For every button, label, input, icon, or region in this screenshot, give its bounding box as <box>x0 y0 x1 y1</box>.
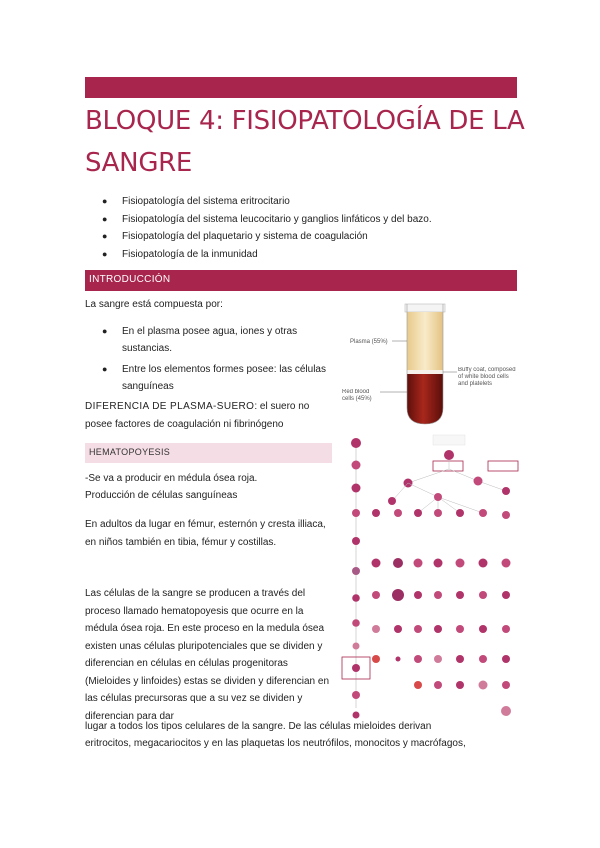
granulocyte <box>414 655 422 663</box>
precursor-cell <box>479 509 487 517</box>
plasma-layer <box>407 312 443 370</box>
granulocyte <box>434 655 442 663</box>
precursor-cell <box>479 591 487 599</box>
composition-item: ● En el plasma posee agua, iones y otras sustancias. <box>85 323 335 357</box>
hema-line-2: Producción de células sanguíneas <box>85 490 238 501</box>
mature-cell <box>502 681 510 689</box>
precursor-cell <box>479 625 487 633</box>
lymph-cell <box>352 567 360 575</box>
section-header-hematopoyesis <box>85 443 332 463</box>
myeloid-stem-cell <box>444 450 454 460</box>
lymphoblast <box>352 484 361 493</box>
lymph-cell <box>352 537 360 545</box>
precursor-cell <box>372 559 381 568</box>
page-title: BLOQUE 4: FISIOPATOLOGÍA DE LA SANGRE <box>85 106 525 178</box>
bullet-icon: ● <box>102 213 108 224</box>
rbc-label-box <box>342 389 382 409</box>
section-heading: INTRODUCCIÓN <box>89 274 171 285</box>
bullet-icon: ● <box>102 196 108 206</box>
precursor-cell <box>502 559 511 568</box>
topic-item: ● Fisiopatología de la inmunidad <box>85 246 525 264</box>
hema-process: Las células de la sangre se producen a través del proceso llamado hematopoyesis que ocurre en la médula ósea roja. En este proceso en la medula ósea existen unas células pluripotenciales que se dividen y diferencian en células en células progenitoras (Mieloides y linfoides) estas se dividen y diferencian en las células precursoras que a su vez se dividen y diferencian para dar <box>85 588 330 722</box>
precursor-cell <box>394 625 402 633</box>
mature-cell <box>434 681 442 689</box>
section-heading: HEMATOPOYESIS <box>89 447 171 457</box>
precursor-cell <box>479 559 488 568</box>
hema-continuation-2: eritrocitos, megacariocitos y en las plaquetas los neutrófilos, monocitos y macrófagos, <box>85 738 466 749</box>
buffy-coat-layer <box>407 370 443 374</box>
megakaryoblast <box>393 558 403 568</box>
progenitor-cell <box>474 477 483 486</box>
composition-item: ● Entre los elementos formes posee: las células sanguíneas <box>85 361 335 395</box>
hema-adults: En adultos da lugar en fémur, esternón y cresta illiaca, en niños también en tibia, fémur y costillas. <box>85 519 326 548</box>
precursor-cell <box>394 509 402 517</box>
lymph-cell <box>352 619 360 627</box>
monocyte <box>479 655 487 663</box>
lymph-cell <box>352 509 360 517</box>
title-top-bar <box>85 77 517 98</box>
megakaryocyte <box>392 589 404 601</box>
precursor-cell <box>434 509 442 517</box>
precursor-cell <box>414 625 422 633</box>
precursor-cell <box>456 509 464 517</box>
bullet-icon: ● <box>102 326 108 336</box>
progenitor-cell <box>388 497 396 505</box>
precursor-cell <box>372 591 380 599</box>
lymph-cell <box>352 594 360 602</box>
erythrocyte <box>372 655 380 663</box>
plasma-serum-difference: DIFERENCIA DE PLASMA-SUERO: el suero no posee factores de coagulación ni fibrinógeno <box>85 401 310 430</box>
topic-list <box>85 193 525 263</box>
topic-item: ● Fisiopatología del plaquetario y sistema de coagulación <box>85 228 525 246</box>
reticulocyte <box>372 625 380 633</box>
progenitor-cell <box>434 493 442 501</box>
macrophage <box>479 681 488 690</box>
mature-cell <box>456 681 464 689</box>
intro-lead: La sangre está compuesta por: <box>85 299 223 310</box>
rbc-label: Red blood cells (45%) <box>342 389 372 402</box>
buffy-label-box <box>458 367 520 407</box>
plasma-label: Plasma (55%) <box>350 339 388 345</box>
lymphocyte <box>352 664 360 672</box>
precursor-cell <box>456 625 464 633</box>
lymphoid-progenitor <box>352 461 361 470</box>
granulocyte <box>456 655 464 663</box>
mature-cell <box>414 681 422 689</box>
precursor-cell <box>502 625 510 633</box>
precursor-cell <box>414 509 422 517</box>
hema-continuation-1: lugar a todos los tipos celulares de la sangre. De las células mieloides derivan <box>85 721 432 732</box>
lymphocyte <box>353 712 360 719</box>
section-header-introduccion <box>85 270 517 291</box>
label-box <box>433 435 465 445</box>
stem-cell <box>351 438 361 448</box>
precursor-cell <box>434 625 442 633</box>
composition-list <box>85 323 335 399</box>
mature-cell <box>501 706 511 716</box>
buffy-label: Buffy coat, composed of white blood cells and platelets <box>458 367 516 387</box>
precursor-cell <box>434 591 442 599</box>
hematopoiesis-diagram <box>338 433 528 733</box>
bullet-icon: ● <box>102 364 108 374</box>
precursor-cell <box>434 559 443 568</box>
rbc-layer <box>407 374 443 424</box>
platelet <box>396 657 401 662</box>
tube-rim <box>405 304 445 312</box>
bullet-icon: ● <box>102 248 108 259</box>
topic-item: ● Fisiopatología del sistema leucocitario y ganglios linfáticos y del bazo. <box>85 211 525 229</box>
precursor-cell <box>456 591 464 599</box>
progenitor-cell <box>502 487 510 495</box>
precursor-cell <box>414 559 423 568</box>
precursor-cell <box>372 509 380 517</box>
mast-cell <box>502 655 510 663</box>
bullet-icon: ● <box>102 231 108 241</box>
progenitor-cell <box>502 511 510 519</box>
hema-line-1: -Se va a producir en médula ósea roja. <box>85 473 258 484</box>
precursor-cell <box>456 559 465 568</box>
precursor-cell <box>414 591 422 599</box>
lymph-cell <box>353 643 360 650</box>
blood-tube-figure <box>340 296 520 431</box>
lymphocyte <box>352 691 360 699</box>
branch-lines <box>408 460 506 491</box>
topic-item: ● Fisiopatología del sistema eritrocitario <box>85 193 525 211</box>
highlight-box <box>488 461 518 471</box>
precursor-cell <box>502 591 510 599</box>
